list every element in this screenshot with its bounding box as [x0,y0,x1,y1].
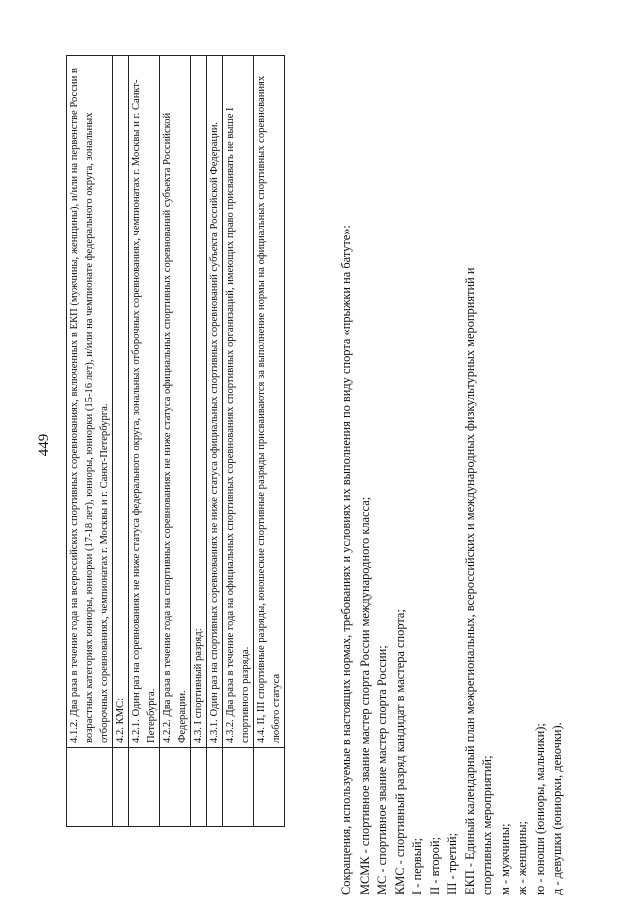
abbreviation-line: МС - спортивное звание мастер спорта России; [375,645,389,895]
table-cell: 4.2.2. Два раза в течение года на спортивных соревнованиях не ниже статуса официальных спортивных соревнований субъекта Российской Федерации. [160,56,191,748]
abbreviation-line: КМС - спортивный разряд кандидат в мастера спорта; [392,609,407,895]
abbreviation-line: МСМК - спортивное звание мастер спорта России международного класса; [357,496,372,895]
abbreviations-section [338,25,567,895]
table-left-column [113,748,129,827]
table-cell: 4.3.2. Два раза в течение года на официальных спортивных соревнованиях спортивных организаций, имеющих право присваивать не выше I спортивного разряда. [223,56,254,748]
abbreviation-line: спортивных мероприятий; [480,755,494,895]
table-cell: 4.3.1. Один раз на спортивных соревнованиях не ниже статуса официальных спортивных соревнований субъекта Российской Федерации. [207,56,223,748]
table-cell: 4.3. I спортивный разряд: [191,56,207,748]
table-row [254,56,285,827]
table-left-column [191,748,207,827]
abbreviation-line: д - девушки (юниорки, девочки). [550,722,564,895]
table-cell: 4.1.2. Два раза в течение года на всероссийских спортивных соревнованиях, включенных в ЕКП (мужчины, женщины), и/или на первенстве России в возрастных категориях юниоры, юниорки (17-18 лет), юниоры, юниорки (15-16 лет), и/или на чемпионате федерального округа, зональных отборочных соревнованиях, чемпионатах г. Москвы и г. Санкт-Петербурга. [67,56,113,748]
abbreviation-line: III - третий; [445,832,459,895]
table-left-column [254,748,285,827]
table-left-column [160,748,191,827]
abbreviation-line: ж - женщины; [515,821,529,895]
table-left-column [129,748,160,827]
abbreviation-line: II - второй; [427,836,442,895]
table-left-column [223,748,254,827]
table-cell: 4.2.1. Один раз на соревнованиях не ниже статуса федерального округа, зональных отборочных соревнованиях, чемпионатах г. Москвы и г. Санкт-Петербурга. [129,56,160,748]
abbreviation-line: ЕКП - Единый календарный план межрегиональных, всероссийских и международных физкультурных мероприятий и [462,267,477,895]
abbreviation-line: I - первый; [410,837,424,895]
abbreviations-intro: Сокращения, используемые в настоящих нормах, требованиях и условиях их выполнения по виду спорта «прыжки на батуте»: [339,225,353,895]
table-cell: 4.4. II, III спортивные разряды, юношеские спортивные разряды присваиваются за выполнение нормы на официальных спортивных соревнованиях любого статуса [254,56,285,748]
page-number: 449 [36,433,52,457]
table-row [113,56,129,827]
requirements-table [66,55,285,827]
table-row [223,56,254,827]
table-row [207,56,223,827]
abbreviation-line: ю - юноши (юниоры, мальчики); [532,723,547,895]
table-left-column [207,748,223,827]
table-left-column [67,748,113,827]
table-row [160,56,191,827]
table-cell: 4.2. КМС: [113,56,129,748]
table-row [67,56,113,827]
abbreviation-line: м - мужчины; [497,823,512,895]
table-row [129,56,160,827]
table-row [191,56,207,827]
